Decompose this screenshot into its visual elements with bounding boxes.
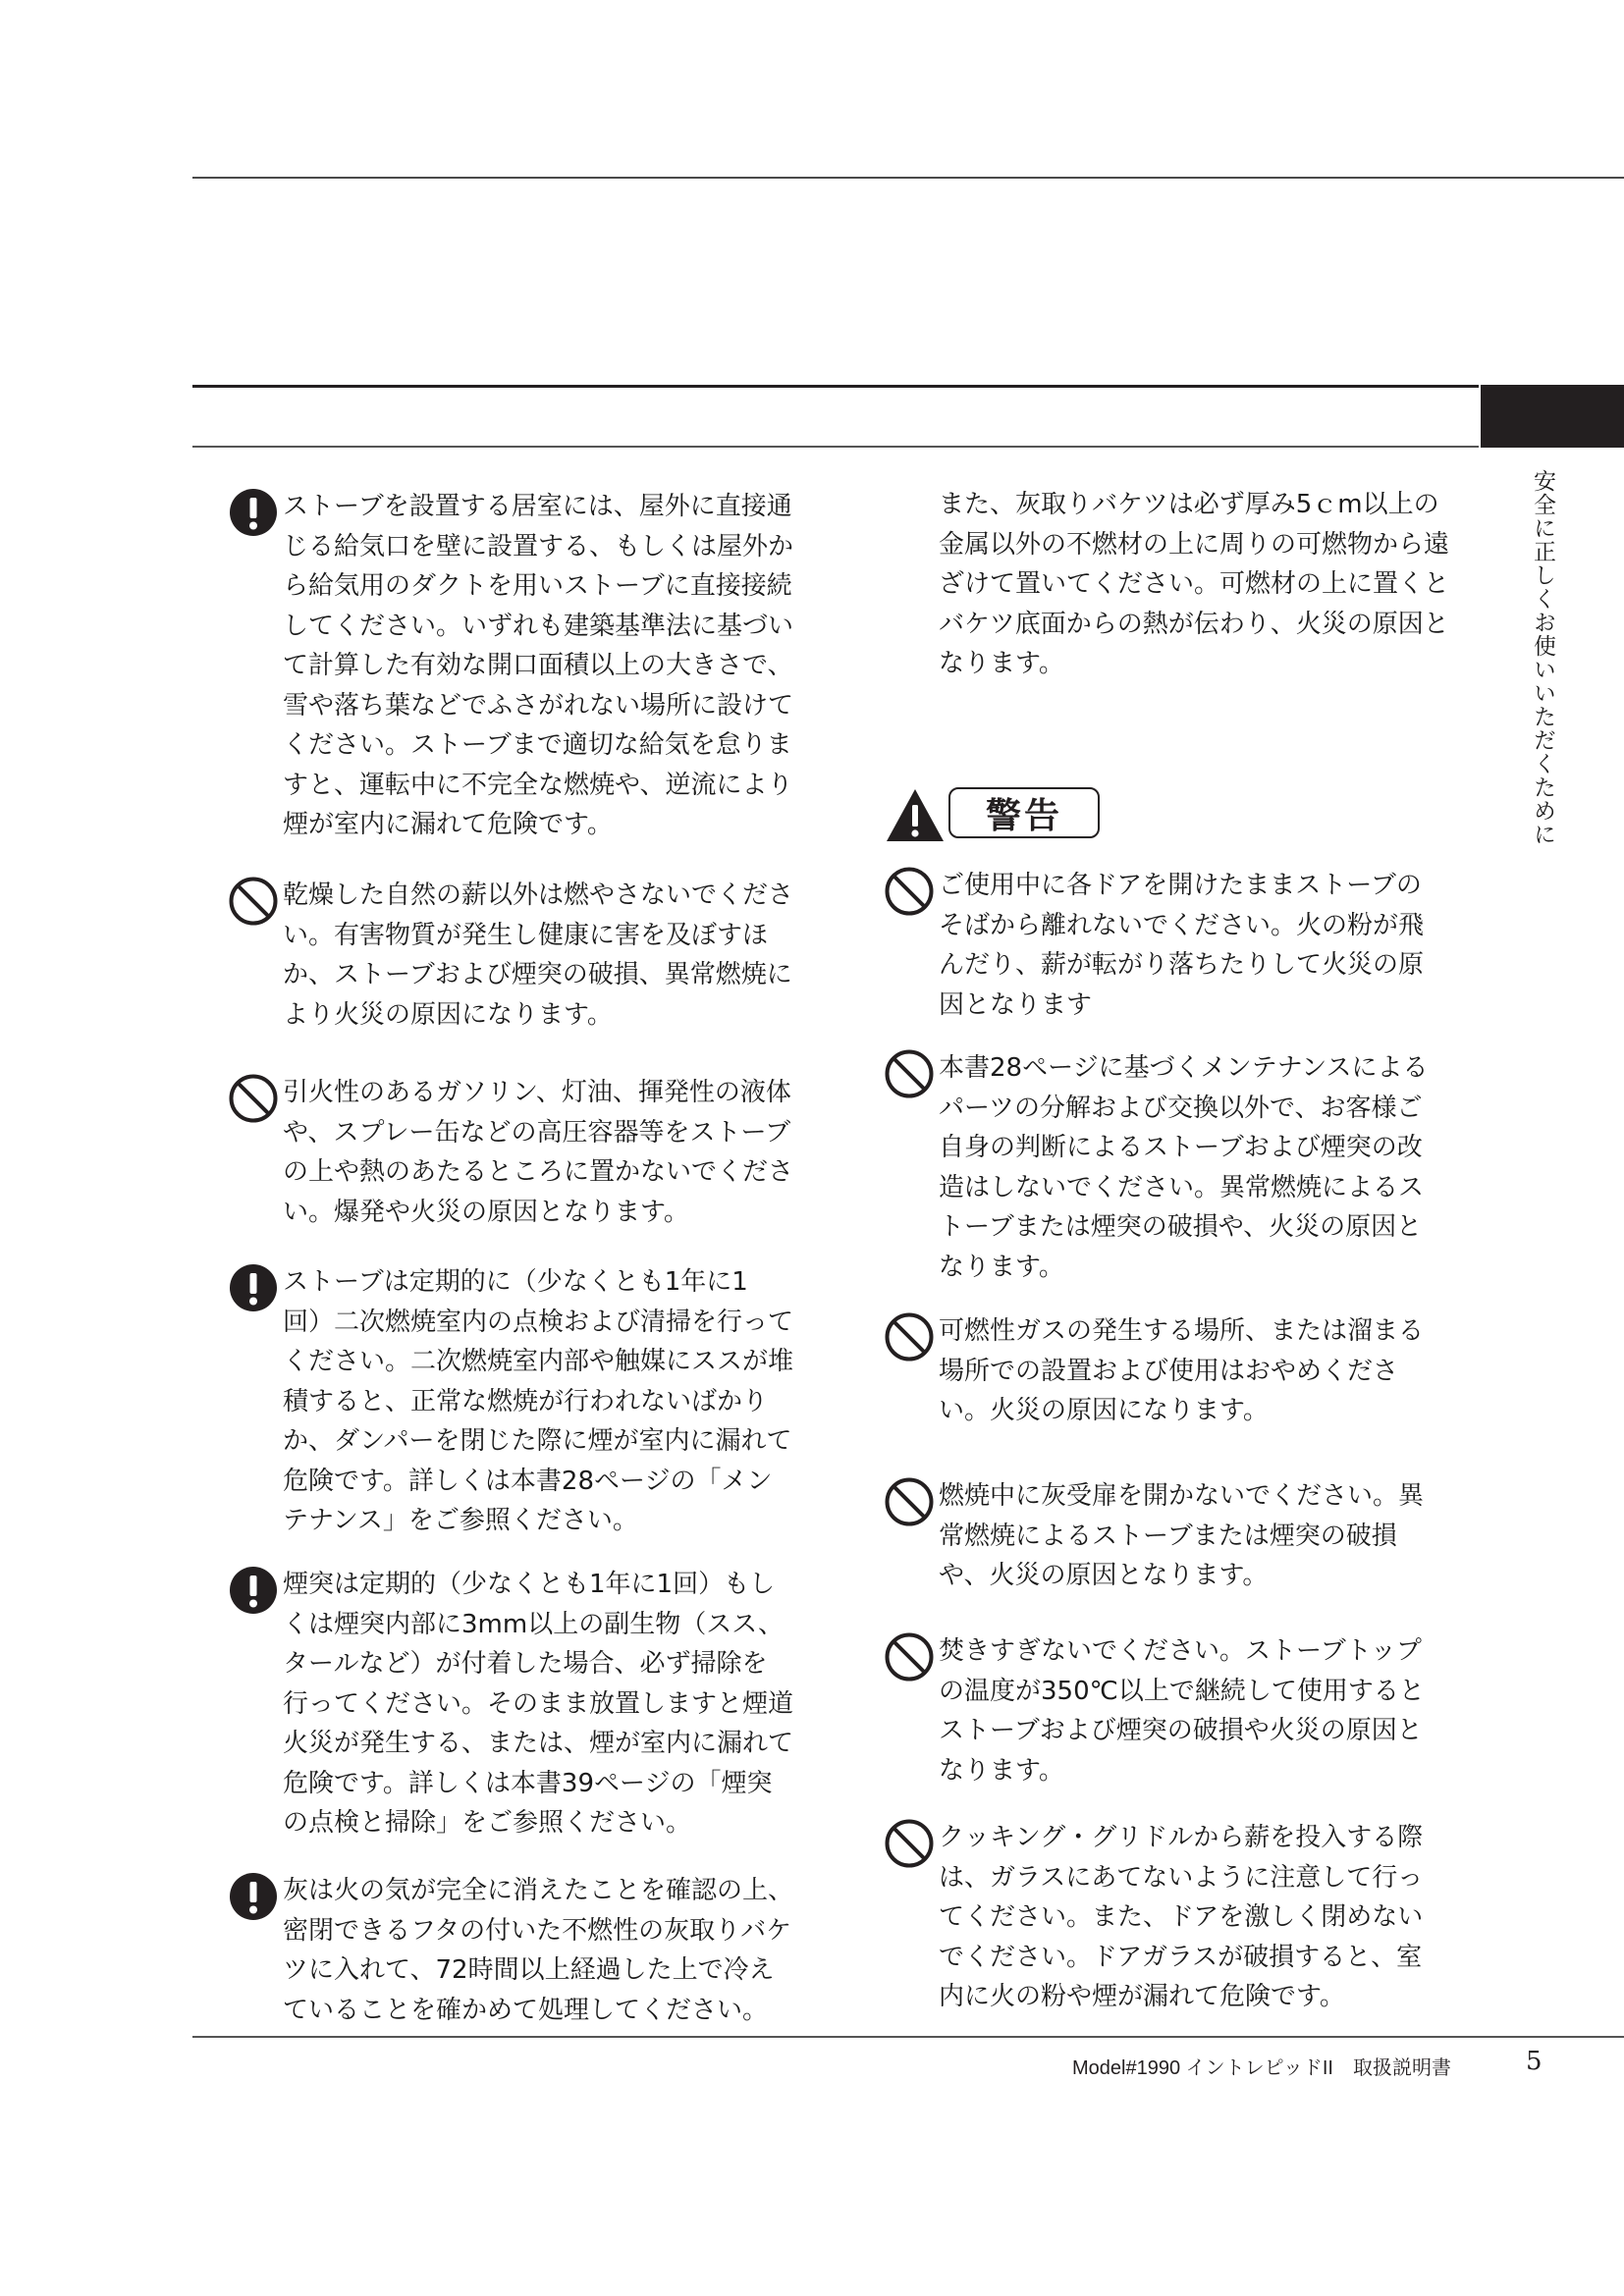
prohibited-icon bbox=[884, 1818, 935, 1869]
right-item-text: クッキング・グリドルから薪を投入する際 は、ガラスにあてないように注意して行っ てください。また、ドアを激しく閉めない でください。ドアガラスが破損すると、室 内に火の粉や煙が漏れて危険です。 bbox=[939, 1823, 1424, 2011]
prohibited-icon bbox=[228, 876, 279, 927]
page-number: 5 bbox=[1526, 2047, 1543, 2076]
prohibited-icon bbox=[884, 1048, 935, 1099]
right-item-text: 可燃性ガスの発生する場所、または溜まる 場所での設置および使用はおやめくださ い。火災の原因になります。 bbox=[939, 1316, 1425, 1425]
warning-triangle-icon bbox=[884, 785, 947, 844]
exclamation-icon bbox=[228, 487, 279, 538]
left-item-text: 灰は火の気が完全に消えたことを確認の上、 密閉できるフタの付いた不燃性の灰取りバケ ツに入れて、72時間以上経過した上で冷え ていることを確かめて処理してください。 bbox=[283, 1876, 794, 2025]
left-item-text: 乾燥した自然の薪以外は燃やさないでくださ い。有害物質が発生し健康に害を及ぼすほ か、ストーブおよび煙突の破損、異常燃焼に より火災の原因になります。 bbox=[283, 881, 794, 1030]
right-item-text: 燃焼中に灰受扉を開かないでください。異 常燃焼によるストーブまたは煙突の破損 や、火災の原因となります。 bbox=[939, 1481, 1425, 1590]
footer-rule bbox=[192, 2036, 1624, 2038]
left-item-text: 引火性のあるガソリン、灯油、揮発性の液体 や、スプレー缶などの高圧容器等をストーブ の上や熱のあたるところに置かないでくださ い。爆発や火災の原因となります。 bbox=[283, 1078, 794, 1227]
header-sub-rule bbox=[192, 446, 1479, 448]
right-intro-text: また、灰取りバケツは必ず厚み5ｃm以上の 金属以外の不燃材の上に周りの可燃物から遠 ざけて置いてください。可燃材の上に置くと バケツ底面からの熱が伝わり、火災の原因と なります。 bbox=[939, 490, 1450, 678]
warning-label: 警告 bbox=[948, 787, 1100, 838]
right-item-text: 本書28ページに基づくメンテナンスによる パーツの分解および交換以外で、お客様ご 自身の判断によるストーブおよび煙突の改 造はしないでください。異常燃焼によるス トーブまたは煙突の破損や、火災の原因と なります。 bbox=[939, 1053, 1429, 1282]
left-item-text: ストーブは定期的に（少なくとも1年に1 回）二次燃焼室内の点検および清掃を行って ください。二次燃焼室内部や触媒にススが堆 積すると、正常な燃焼が行われないばかり か、ダンパーを閉じた際に煙が室内に漏れて 危険です。詳しくは本書28ページの「メン テナンス」をご参照ください。 bbox=[283, 1267, 794, 1535]
left-item-text: 煙突は定期的（少なくとも1年に1回）もし くは煙突内部に3mm以上の副生物（スス、 タールなど）が付着した場合、必ず掃除を 行ってください。そのまま放置しますと煙道 火災が発生する、または、煙が室内に漏れて 危険です。詳しくは本書39ページの「煙突 の点検と掃除」をご参照ください。 bbox=[283, 1570, 794, 1838]
section-tab bbox=[1481, 385, 1624, 448]
prohibited-icon bbox=[884, 866, 935, 917]
prohibited-icon bbox=[228, 1073, 279, 1124]
prohibited-icon bbox=[884, 1476, 935, 1527]
exclamation-icon bbox=[228, 1871, 279, 1922]
section-side-title: 安全に正しくお使いいただくために bbox=[1530, 469, 1555, 846]
right-item-text: 焚きすぎないでください。ストーブトップ の温度が350℃以上で継続して使用すると ストーブおよび煙突の破損や火災の原因と なります。 bbox=[939, 1636, 1425, 1786]
right-item-text: ご使用中に各ドアを開けたままストーブの そばから離れないでください。火の粉が飛 んだり、薪が転がり落ちたりして火災の原 因となります bbox=[939, 871, 1425, 1020]
footer-model-text: Model#1990 イントレピッドII 取扱説明書 bbox=[1072, 2057, 1451, 2079]
prohibited-icon bbox=[884, 1631, 935, 1682]
prohibited-icon bbox=[884, 1311, 935, 1362]
left-item-text: ストーブを設置する居室には、屋外に直接通 じる給気口を壁に設置する、もしくは屋外か ら給気用のダクトを用いストーブに直接接続 してください。いずれも建築基準法に基づい て計算した有効な開口面積以上の大きさで、 雪や落ち葉などでふさがれない場所に設けて ください。ストーブまで適切な給気を怠りま すと、運転中に不完全な燃焼や、逆流により 煙が室内に漏れて危険です。 bbox=[283, 492, 794, 839]
exclamation-icon bbox=[228, 1565, 279, 1616]
exclamation-icon bbox=[228, 1262, 279, 1313]
warning-header bbox=[884, 785, 1119, 844]
top-rule bbox=[192, 177, 1624, 179]
header-rule bbox=[192, 385, 1479, 388]
